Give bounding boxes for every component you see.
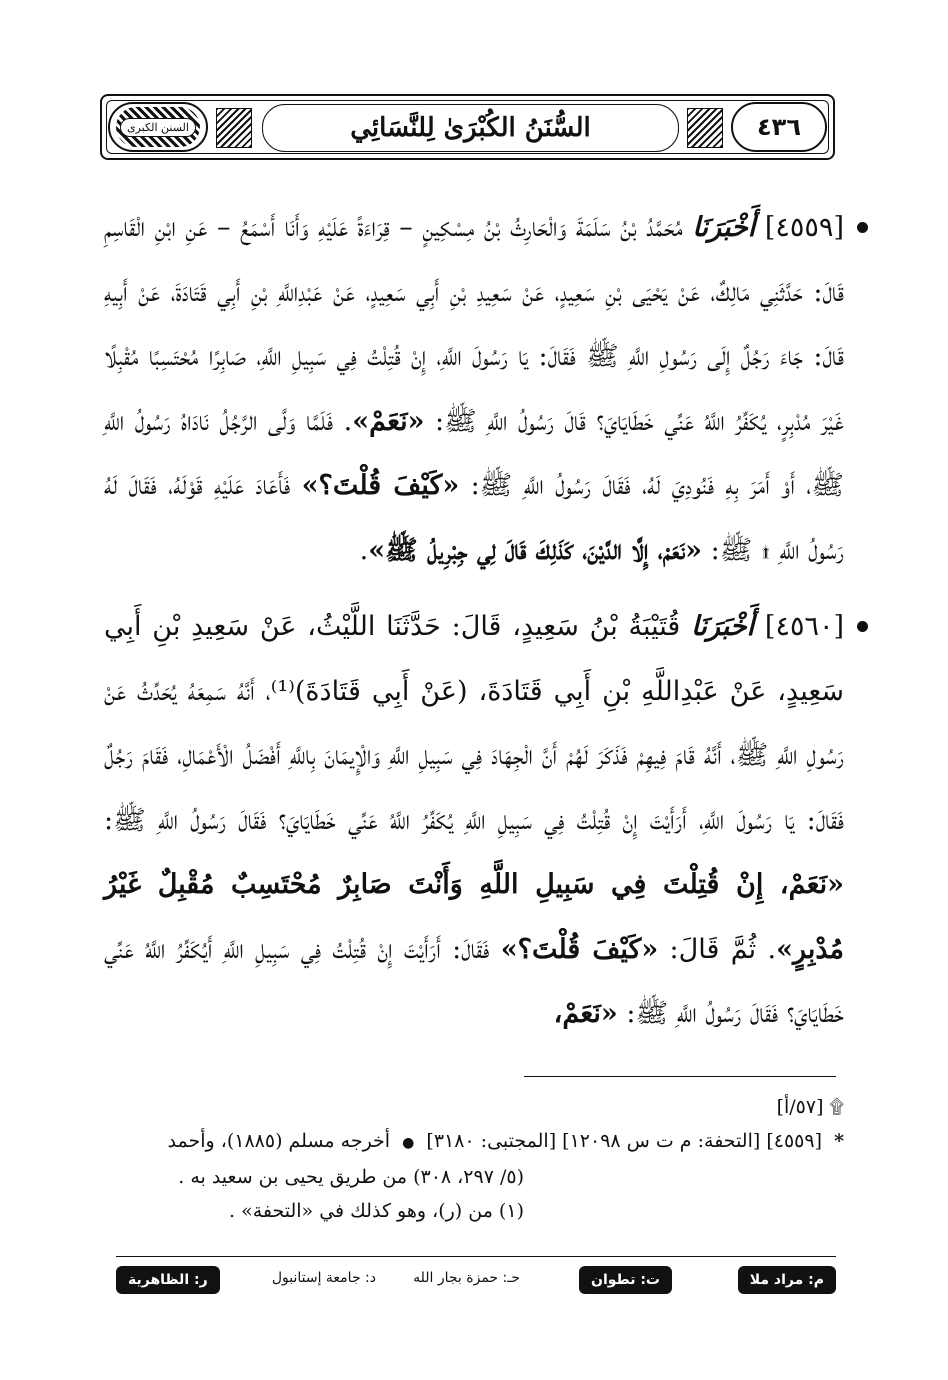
istanbul-label: د: جامعة إستانبول	[271, 1270, 376, 1286]
seal-icon	[116, 107, 200, 147]
hadith-number: [٤٥٦٠]	[764, 611, 844, 642]
manuscript-marker: ۩ [٥٧/أ]	[776, 1096, 844, 1118]
takhrij-text: أخرجه مسلم (١٨٨٥)، وأحمد	[167, 1130, 391, 1152]
akhbarana-label: أَخْبَرَنَا	[691, 611, 755, 642]
ref-number: [٤٥٥٩]	[766, 1130, 823, 1152]
prophet-saying: «نَعَمْ،	[553, 998, 618, 1029]
staff-bar	[116, 1266, 836, 1296]
bullet-icon	[857, 222, 868, 233]
bullet-icon	[857, 621, 868, 632]
footnote-1: (١) من (ر)، وهو كذلك في «التحفة» .	[228, 1200, 524, 1222]
hadith-text: فَأَعَادَ عَلَيْهِ قَوْلَهُ، فَقَالَ لَهُ رَسُولُ اللَّهِ ۩ ﷺ:	[104, 470, 844, 566]
takhrij-continuation: (٥/ ٢٩٧، ٣٠٨) من طريق يحيى بن سعيد به .	[178, 1166, 524, 1188]
book-title: السُّنَنُ الكُبْرَىٰ لِلنَّسَائِي	[350, 113, 591, 143]
prophet-saying: «نَعَمْ»	[352, 405, 425, 437]
footnotes	[102, 1090, 844, 1228]
hadith-text: مُحَمَّدُ بْنُ سَلَمَةَ وَالْحَارِثُ بْنُ مِسْكِينٍ – قِرَاءَةً عَلَيْهِ وَأَنَا أَسْمَعُ – عَنِ ابْنِ الْقَاسِمِ قَالَ: حَدَّثَنِي مَالِكٌ، عَنْ يَحْيَى بْنِ سَعِيدٍ، عَنْ سَعِيدِ بْنِ أَبِي سَعِيدٍ، عَنْ عَبْدِاللَّهِ بْنِ أَبِي قَتَادَةَ، عَنْ أَبِيهِ قَالَ: جَاءَ رَجُلٌ إِلَى رَسُولِ اللَّهِ ﷺ فَقَالَ: يَا رَسُولَ اللَّهِ، إِنْ قُتِلْتُ فِي سَبِيلِ اللَّهِ، صَابِرًا مُحْتَسِبًا مُقْبِلًا غَيْرَ مُدْبِرٍ، يُكَفِّرُ اللَّهُ عَنِّي خَطَايَايَ؟ قَالَ رَسُولُ اللَّهِ ﷺ:	[104, 212, 844, 437]
zahiriyya-chip: ر: الظاهرية	[116, 1266, 220, 1294]
ref-text: [التحفة: م ت س ١٢٠٩٨] [المجتبى: ٣١٨٠]	[426, 1130, 761, 1152]
takhrij-line	[102, 1124, 844, 1160]
dot-icon: ●	[402, 1135, 415, 1151]
reviewer-chip: م: مراد ملا	[738, 1266, 836, 1294]
bottom-divider	[116, 1256, 836, 1257]
hadith-text: . فَلَمَّا وَلَّى الرَّجُلُ نَادَاهُ رَسُولُ اللَّهِ ﷺ، أَوْ أَمَرَ بِهِ فَنُودِيَ لَهُ، فَقَالَ رَسُولُ اللَّهِ ﷺ:	[104, 405, 844, 501]
title-cartouche	[262, 104, 679, 152]
prophet-saying: «نَعَمْ، إِنْ قُتِلْتَ فِي سَبِيلِ اللَّهِ وَأَنْتَ صَابِرٌ مُحْتَسِبٌ مُقْبِلٌ غَيْرُ مُدْبِرٍ»	[104, 869, 844, 965]
hamza-label: حـ: حمزة بجار الله	[413, 1270, 520, 1286]
hadith-text: قُتَيْبَةُ بْنُ سَعِيدٍ، قَالَ: حَدَّثَنَا اللَّيْثُ، عَنْ سَعِيدِ بْنِ أَبِي سَعِيدٍ، عَنْ عَبْدِاللَّهِ بْنِ أَبِي قَتَادَةَ، (عَنْ أَبِي قَتَادَةَ)⁽¹⁾، أَنَّهُ سَمِعَهُ يُحَدِّثُ عَنْ رَسُولِ اللَّهِ ﷺ، أَنَّهُ قَامَ فِيهِمْ فَذَكَرَ لَهُمْ أَنَّ الْجِهَادَ فِي سَبِيلِ اللَّهِ وَالْإِيمَانَ بِاللَّهِ أَفْضَلُ الْأَعْمَالِ، فَقَامَ رَجُلٌ فَقَالَ: يَا رَسُولَ اللَّهِ، أَرَأَيْتَ إِنْ قُتِلْتُ فِي سَبِيلِ اللَّهِ يُكَفِّرُ اللَّهُ عَنِّي خَطَايَايَ؟ فَقَالَ رَسُولُ اللَّهِ ﷺ:	[104, 611, 844, 836]
seal-badge	[108, 102, 208, 152]
seal-text: السنن الكبرى	[120, 118, 196, 137]
main-text	[104, 196, 844, 1059]
akhbarana-label: أَخْبَرَنَا	[692, 212, 756, 243]
page-header	[100, 94, 835, 160]
tatwan-chip: ت: تطوان	[579, 1266, 672, 1294]
prophet-saying: «نَعَمْ، إِلَّا الدَّيْنَ، كَذَلِكَ قَالَ لِي جِبْرِيلُ ﷺ»	[368, 534, 702, 566]
ornament-knot-icon	[687, 108, 723, 148]
page-number: ٤٣٦	[757, 113, 801, 141]
prophet-saying: «كَيْفَ قُلْتَ؟»	[301, 470, 460, 501]
hadith-text: . ثُمَّ قَالَ:	[669, 933, 777, 965]
hadith-4559	[104, 196, 844, 583]
page-number-badge	[731, 102, 827, 152]
hadith-text: .	[359, 534, 369, 566]
hadith-text: فَقَالَ: أَرَأَيْتَ إِنْ قُتِلْتُ فِي سَبِيلِ اللَّهِ أَيُكَفِّرُ اللَّهُ عَنِّي خَطَايَايَ؟ فَقَالَ رَسُولُ اللَّهِ ﷺ:	[104, 933, 844, 1029]
hadith-4560	[104, 595, 844, 1047]
footnote-divider	[524, 1076, 836, 1077]
ornament-knot-icon	[216, 108, 252, 148]
hadith-number: [٤٥٥٩]	[764, 212, 844, 243]
star-icon: *	[834, 1130, 844, 1152]
prophet-saying: «كَيْفَ قُلْتَ؟»	[500, 933, 659, 965]
